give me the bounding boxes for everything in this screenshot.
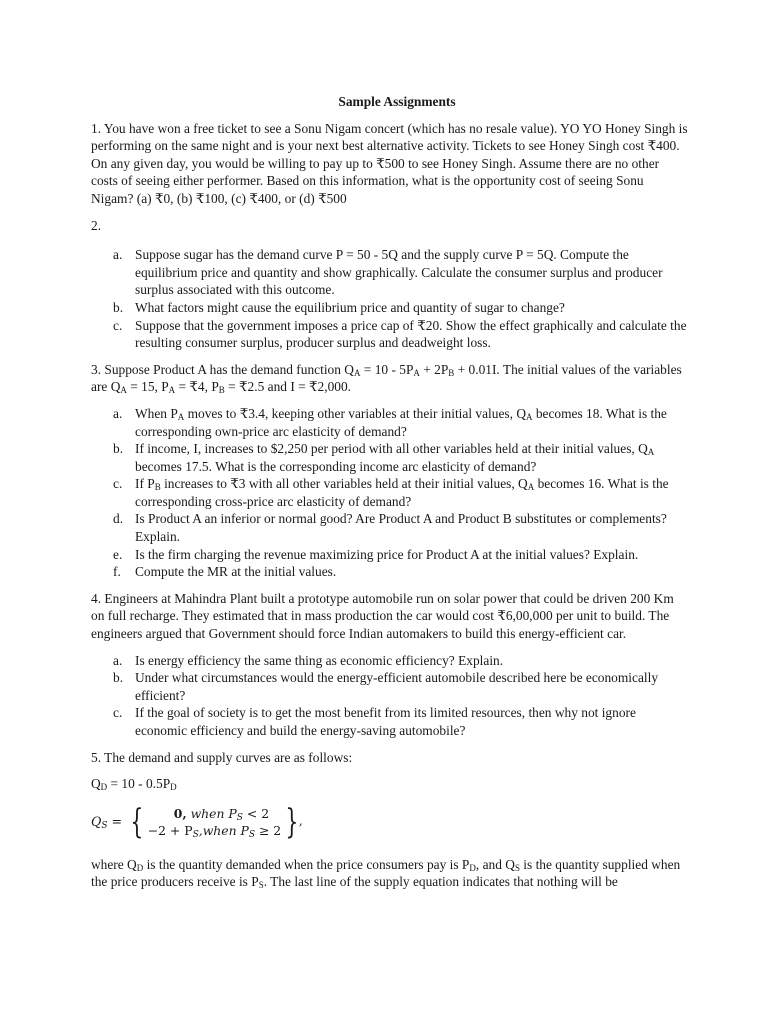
question-2-number: 2. — [91, 217, 102, 233]
list-item: a. Is energy efficiency the same thing as economic efficiency? Explain. — [113, 652, 504, 668]
list-item: a. When $P_A$ moves to ₹3.4, keeping other variables at their initial values, $Q_A$ becomes 18. What is the corresponding own-price arc elasticity of demand? — [113, 405, 667, 439]
question-3-list — [91, 405, 689, 581]
list-item: d. Is Product A an inferior or normal good? Are Product A and Product B substitutes or complements? Explain. — [113, 511, 667, 545]
list-item: a. Suppose sugar has the demand curve P = 50 - 5Q and the supply curve P = 5Q. Compute the equilibrium price and quantity and show graphically. Calculate the consumer surplus and producer surplus associated with this outcome. — [113, 247, 663, 298]
supply-case-1: 0, when $P_S < 2$ — [173, 805, 270, 823]
demand-equation: $Q_D = 10 - 0.5P_D$ — [91, 776, 177, 793]
question-1: 1. You have won a free ticket to see a Sonu Nigam concert (which has no resale value). YO YO Honey Singh is performing on the same night and is your next best alternative activity. Tickets to see Honey Singh cost ₹400. On any given day, you would be willing to pay up to ₹500 to see Honey Singh. Assume there are no other costs of seeing either performer. Based on this information, what is the opportunity cost of seeing Sonu Nigam? (a) ₹0, (b) ₹100, (c) ₹400, or (d) ₹500 — [91, 120, 688, 206]
question-2-list — [91, 246, 689, 352]
left-brace: { — [130, 801, 144, 842]
supply-case-2: $-2 + P_S,when$ $P_S \ge 2$ — [147, 822, 282, 840]
list-item: e. Is the firm charging the revenue maximizing price for Product A at the initial values? Explain. — [113, 546, 639, 562]
list-item: c. Suppose that the government imposes a price cap of ₹20. Show the effect graphically and calculate the resulting consumer surplus, producer surplus and deadweight loss. — [113, 317, 687, 351]
list-item: b. Under what circumstances would the energy-efficient automobile described here be economically efficient? — [113, 670, 659, 703]
question-3-intro: 3. Suppose Product A has the demand function $Q_A = 10 - 5P_A + 2P_B + 0.01I$. The initial values of the variables are $Q_A = 15$, $P_A$ = ₹4, $P_B$ = ₹2.5 and I = ₹2,000. — [91, 361, 682, 396]
question-4-intro: 4. Engineers at Mahindra Plant built a prototype automobile run on solar power that could be driven 200 Km on full recharge. They estimated that in mass production the car would cost ₹6,00,000 per unit to build. The engineers argued that Government should force Indian automakers to build this energy-efficient car. — [91, 590, 674, 642]
document-page — [91, 93, 689, 900]
list-item: c. If $P_B$ increases to ₹3 with all other variables held at their initial values, $Q_A$ becomes 16. What is the corresponding cross-price arc elasticity of demand? — [113, 476, 669, 509]
right-brace: } — [285, 801, 299, 842]
list-item: b. What factors might cause the equilibrium price and quantity of sugar to change? — [113, 299, 565, 315]
list-item: b. If income, I, increases to $2,250 per period with all other variables held at their initial values, $Q_A$ becomes 17.5. What is the corresponding income arc elasticity of demand? — [113, 441, 655, 474]
list-item: c. If the goal of society is to get the most benefit from its limited resources, then why not ignore economic efficiency and build the energy-saving automobile? — [113, 705, 636, 738]
question-4-list — [91, 652, 689, 740]
question-5-intro: 5. The demand and supply curves are as follows: — [91, 749, 353, 765]
question-5-closing: where $Q_D$ is the quantity demanded when the price consumers pay is $P_D$, and $Q_S$ is the quantity supplied when the price producers receive is $P_S$. The last line of the supply equation indicates that nothing will be — [91, 856, 681, 891]
list-item: f. Compute the MR at the initial values. — [113, 564, 337, 580]
supply-equation: $Q_S$ = { 0, when $P_S < 2$ $-2 + P_S,when$ $P_S \ge 2$ } , — [91, 801, 303, 842]
page-title: Sample Assignments — [338, 94, 456, 109]
